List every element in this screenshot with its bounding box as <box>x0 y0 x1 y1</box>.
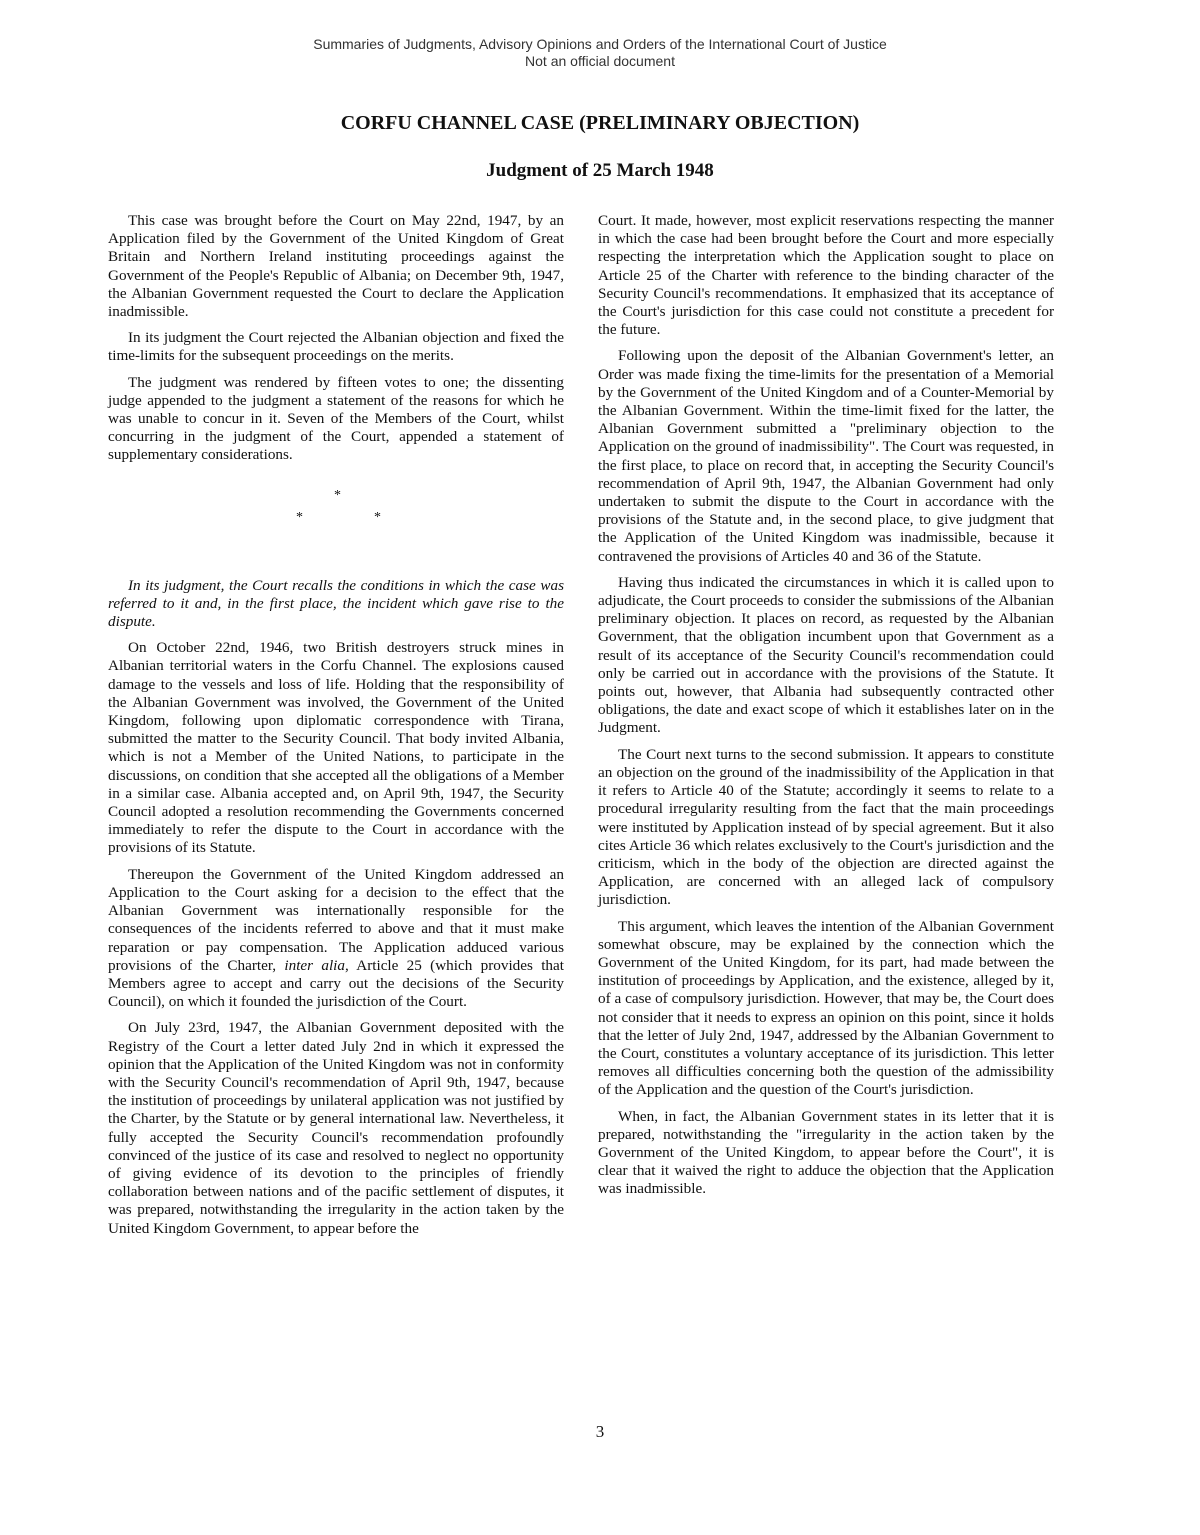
running-header <box>0 36 1200 70</box>
left-column <box>108 212 564 1246</box>
paragraph: In its judgment the Court rejected the Albanian objection and fixed the time-limits for the subsequent proceedings on the merits. <box>108 329 564 365</box>
paragraph <box>108 866 564 1012</box>
page-number: 3 <box>595 1422 605 1441</box>
paragraph: This argument, which leaves the intention of the Albanian Government somewhat obscure, may be explained by the connection which the Government of the United Kingdom, for its part, had made between the institution of proceedings by Application, and the existence, alleged by it, of a case of compulsory jurisdiction. However, that may be, the Court does not consider that it needs to express an opinion on this point, since it holds that the letter of July 2nd, 1947, addressed by the Albanian Government to the Court, constitutes a voluntary acceptance of its jurisdiction. This letter removes all difficulties concerning both the question of the admissibility of the Application and the question of the Court's jurisdiction. <box>598 917 1054 1099</box>
text-run: Thereupon the Government of the United Kingdom addressed an Application to the Court asking for a decision to the effect that the Albanian Government was internationally responsible for the consequences of the incidents referred to above and that it must make reparation or pay compensation. The Application adduced various provisions of the Charter, <box>108 865 564 974</box>
right-column <box>598 212 1054 1207</box>
paragraph: In its judgment, the Court recalls the conditions in which the case was referred to it and, in the first place, the incident which gave rise to the dispute. <box>108 576 564 631</box>
document-subtitle: Judgment of 25 March 1948 <box>486 160 714 181</box>
document-title: CORFU CHANNEL CASE (PRELIMINARY OBJECTION) <box>340 112 860 134</box>
asterisk: * <box>334 487 341 503</box>
header-line-2: Not an official document <box>525 53 675 69</box>
paragraph: The judgment was rendered by fifteen votes to one; the dissenting judge appended to the judgment a statement of the reasons for which he was unable to concur in it. Seven of the Members of the Court, whilst concurring in the judgment of the Court, appended a statement of supplementary considerations. <box>108 373 564 464</box>
paragraph: Having thus indicated the circumstances in which it is called upon to adjudicate, the Court proceeds to consider the submissions of the Albanian preliminary objection. It places on record, as requested by the Albanian Government, that the obligation incumbent upon that Government as a result of its acceptance of the Security Council's recommendation could only be carried out in accordance with the provisions of the Statute. It points out, however, that Albania had subsequently contracted other obligations, the date and exact scope of which it establishes later on in the Judgment. <box>598 573 1054 737</box>
section-separator <box>108 479 564 563</box>
asterisk: * <box>296 509 303 525</box>
paragraph: This case was brought before the Court on May 22nd, 1947, by an Application filed by the Government of the United Kingdom of Great Britain and Northern Ireland instituting proceedings against the Government of the People's Republic of Albania; on December 9th, 1947, the Albanian Government requested the Court to declare the Application inadmissible. <box>108 212 564 321</box>
paragraph: When, in fact, the Albanian Government states in its letter that it is prepared, notwithstanding the "irregularity in the action taken by the Government of the United Kingdom, to appear before the Court", it is clear that it waived the right to adduce the objection that the Application was inadmissible. <box>598 1107 1054 1198</box>
header-line-1: Summaries of Judgments, Advisory Opinions and Orders of the International Court of Justice <box>313 36 887 52</box>
asterisk: * <box>374 509 381 525</box>
italic-text: inter alia <box>284 956 345 974</box>
paragraph: On July 23rd, 1947, the Albanian Government deposited with the Registry of the Court a letter dated July 2nd in which it expressed the opinion that the Application of the United Kingdom was not in conformity with the Security Council's recommendation of April 9th, 1947, because the institution of proceedings by unilateral application was not justified by the Charter, by the Statute or by general international law. Nevertheless, it fully accepted the Security Council's recommendation profoundly convinced of the justice of its case and resolved to neglect no opportunity of giving evidence of its devotion to the principles of friendly collaboration between nations and of the pacific settlement of disputes, it was prepared, notwithstanding the irregularity in the action taken by the United Kingdom Government, to appear before the <box>108 1019 564 1237</box>
paragraph: On October 22nd, 1946, two British destroyers struck mines in Albanian territorial waters in the Corfu Channel. The explosions caused damage to the vessels and loss of life. Holding that the responsibility of the Albanian Government was involved, the Government of the United Kingdom, following upon diplomatic correspondence with Tirana, submitted the matter to the Security Council. That body invited Albania, which is not a Member of the United Nations, to participate in the discussions, on condition that she accepted all the obligations of a Member in a similar case. Albania accepted and, on April 9th, 1947, the Security Council adopted a resolution recommending the Governments concerned immediately to refer the dispute to the Court in accordance with the provisions of its Statute. <box>108 639 564 857</box>
paragraph: Following upon the deposit of the Albanian Government's letter, an Order was made fixing the time-limits for the presentation of a Memorial by the Government of the United Kingdom and of a Counter-Memorial by the Albanian Government. Within the time-limit fixed for the latter, the Albanian Government submitted a "preliminary objection to the Application on the ground of inadmissibility". The Court was requested, in the first place, to place on record that, in accepting the Security Council's recommendation of April 9th, 1947, the Albanian Government had only undertaken to submit the dispute to the Court in accordance with the provisions of the Statute and, in the second place, to give judgment that the Application of the United Kingdom was inadmissible, because it contravened the provisions of Articles 40 and 36 of the Statute. <box>598 347 1054 565</box>
paragraph: Court. It made, however, most explicit reservations respecting the manner in which the case had been brought before the Court and more especially respecting the interpretation which the Application sought to place on Article 25 of the Charter with reference to the binding character of the Security Council's recommendations. It emphasized that its acceptance of the Court's jurisdiction for this case could not constitute a precedent for the future. <box>598 212 1054 339</box>
text-run: , Article 25 (which provides that Members agree to accept and carry out the decisions of the Security Council), on which it founded the jurisdiction of the Court. <box>108 956 564 1011</box>
paragraph: The Court next turns to the second submission. It appears to constitute an objection on the ground of the inadmissibility of the Application in that it refers to Article 40 of the Statute; accordingly it seems to relate to a procedural irregularity resulting from the fact that the main proceedings were instituted by Application instead of by special agreement. But it also cites Article 36 which relates exclusively to the Court's jurisdiction and the criticism, which in the body of the objection are directed against the Application, are concerned with an alleged lack of compulsory jurisdiction. <box>598 745 1054 909</box>
